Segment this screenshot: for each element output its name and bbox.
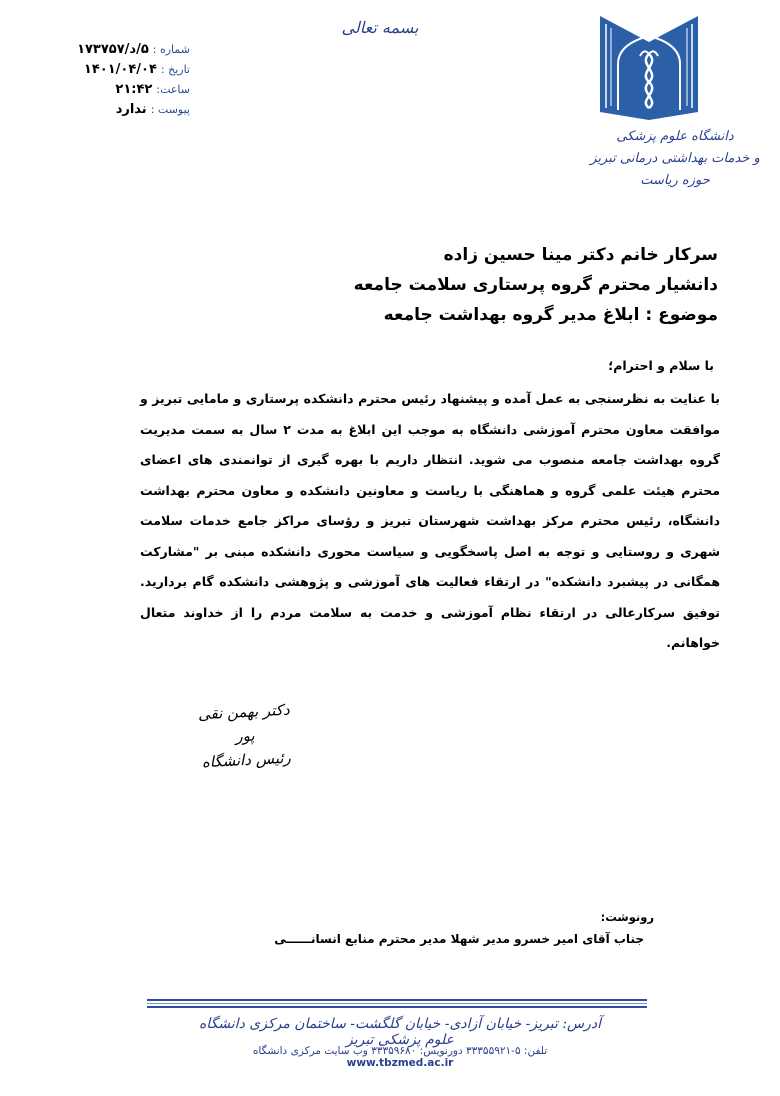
recipient-name: سرکار خانم دکتر مینا حسین زاده <box>443 245 718 265</box>
university-name-line1: دانشگاه علوم پزشکی <box>616 129 734 144</box>
signatory-title: رئیس دانشگاه <box>201 748 292 772</box>
footer-phone-fax: تلفن: ۵-۳۳۳۵۵۹۲۱ دورنویس: ۳۳۳۵۹۶۸۰ وب سایت مرکزی دانشگاه <box>252 1045 548 1057</box>
footer-contact <box>200 1045 600 1069</box>
footer-rule <box>147 1003 647 1004</box>
meta-time <box>60 80 190 100</box>
meta-number <box>60 40 190 60</box>
meta-label: ساعت: <box>156 83 190 96</box>
cc-item: جناب آقای امیر خسرو مدیر شهلا مدیر محترم منابع انسانــــــی <box>274 932 644 946</box>
footer-rule <box>147 999 647 1001</box>
meta-date <box>60 60 190 80</box>
recipient-block <box>218 240 718 330</box>
signatory-name: دکتر بهمن نقی پور <box>197 700 290 746</box>
university-name <box>585 126 765 192</box>
letter-time: ۲۱:۴۲ <box>115 82 153 97</box>
meta-label: تاریخ : <box>160 63 190 76</box>
recipient-title: دانشیار محترم گروه پرستاری سلامت جامعه <box>353 275 718 295</box>
meta-label: پیوست : <box>150 103 190 116</box>
invocation-text: بسمه تعالی <box>341 18 419 37</box>
letter-number: ۵/د/۱۷۳۷۵۷ <box>77 42 149 57</box>
footer-website-link[interactable]: www.tbzmed.ac.ir <box>346 1057 454 1069</box>
letter-meta <box>60 40 190 120</box>
university-name-line3: حوزه ریاست <box>640 173 710 188</box>
footer-address: آدرس: تبریز- خیابان آزادی- خیابان گلگشت- ساختمان مرکزی دانشگاه علوم پزشکی تبریز <box>198 1016 602 1048</box>
footer-rule <box>147 1006 647 1008</box>
cc-label: رونوشت: <box>600 910 654 924</box>
greeting: با سلام و احترام؛ <box>608 358 714 373</box>
letter-date: ۱۴۰۱/۰۴/۰۴ <box>83 62 157 77</box>
footer-divider <box>147 999 647 1007</box>
letter-body: با عنایت به نظرسنجی به عمل آمده و پیشنهاد رئیس محترم دانشکده پرستاری و مامایی تبریز و موافقت معاون محترم آموزشی دانشگاه به موجب این ابلاغ به مدت ۲ سال به سمت مدیریت گروه بهداشت جامعه منصوب می شوید. انتظار داریم با بهره گیری از توانمندی های اعضای محترم هیئت علمی گروه و هماهنگی با ریاست و معاونین دانشکده و معاون محترم بهداشت دانشگاه، رئیس محترم مرکز بهداشت شهرستان تبریز و رؤسای مراکز جامع خدمات سلامت شهری و روستایی و توجه به اصل پاسخگویی و سیاست محوری دانشکده مبنی بر "مشارکت همگانی در پیشبرد دانشکده" در ارتقاء فعالیت های آموزشی و پژوهشی دانشکده گام بردارید. توفیق سرکارعالی در ارتقاء نظام آموزشی و خدمت به سلامت مردم را از خداوند متعال خواهانم. <box>140 391 720 650</box>
letter-attachment: ندارد <box>115 102 147 117</box>
meta-attachment <box>60 100 190 120</box>
meta-label: شماره : <box>152 43 190 56</box>
university-logo-icon <box>598 14 700 122</box>
university-name-line2: و خدمات بهداشتی درمانی تبریز <box>590 151 760 166</box>
signature <box>188 697 302 775</box>
letter-subject: موضوع : ابلاغ مدیر گروه بهداشت جامعه <box>383 305 718 325</box>
